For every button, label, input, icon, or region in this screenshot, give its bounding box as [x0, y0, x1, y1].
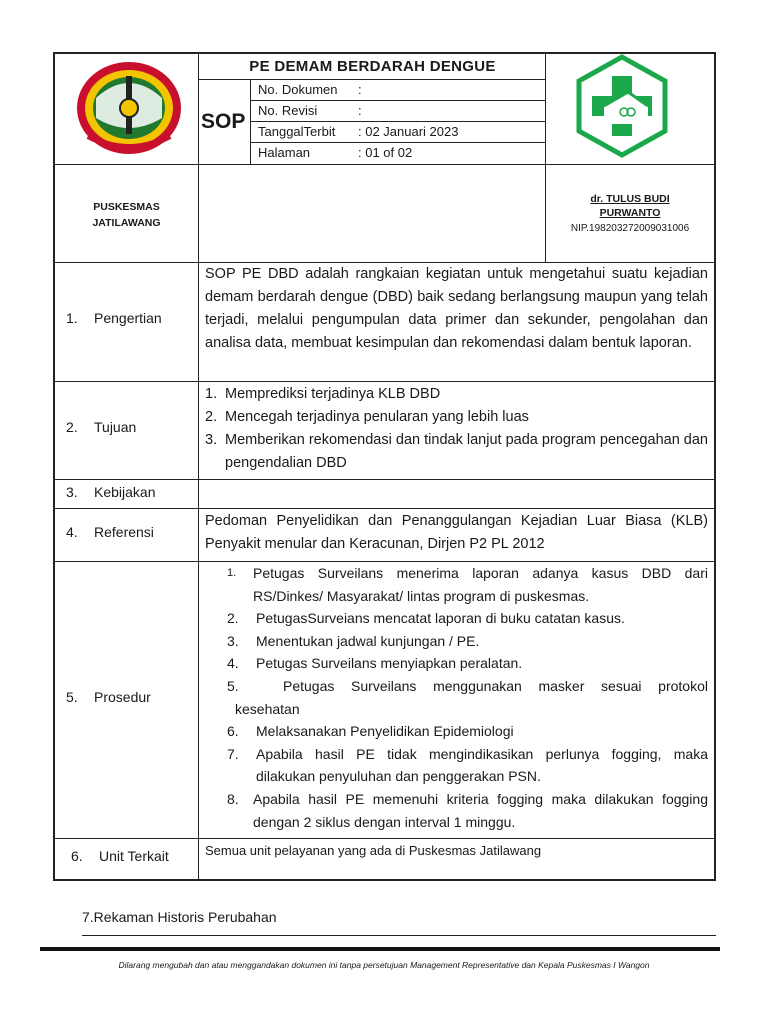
signer-name: PURWANTO [599, 207, 661, 219]
sop-divider [250, 80, 251, 164]
org-line: JATILAWANG [92, 217, 161, 229]
document-title: PE DEMAM BERDARAH DENGUE [249, 58, 496, 75]
unit-terkait-text: Semua unit pelayanan yang ada di Puskesmas Jatilawang [205, 843, 542, 858]
title-underline [198, 79, 546, 80]
column-divider-right [545, 52, 546, 262]
footer-thick-line [40, 947, 720, 951]
row-separator [53, 479, 716, 480]
list-item: 7. Apabila hasil PE tidak mengindikasikan perlunya fogging, maka dilakukan penyuluhan dan penggerakan PSN. [227, 745, 708, 785]
pengertian-text: SOP PE DBD adalah rangkaian kegiatan untuk mengetahui suatu kejadian demam berdarah dengue (DBD) baik sedang berlangsung maupun yang telah terjadi, melalui pengumpulan data primer dan sekunder, pengolahan dan analisa data, membuat kesimpulan dan rekomendasi dalam bentuk laporan. [205, 266, 708, 351]
section-label-tujuan: 2. Tujuan [66, 419, 137, 435]
section-label-kebijakan: 3. Kebijakan [66, 484, 156, 500]
meta-value: : 02 Januari 2023 [358, 124, 459, 139]
list-item: 2. Mencegah terjadinya penularan yang lebih luas [205, 409, 529, 425]
sop-label: SOP [201, 110, 246, 133]
footer-thin-line [82, 935, 716, 936]
prosedur-steps [205, 562, 708, 833]
footer-note: Dilarang mengubah dan atau menggandakan dokumen ini tanpa persetujuan Management Representative dan Kepala Puskesmas I Wangon [118, 960, 650, 970]
list-item: 1. Memprediksi terjadinya KLB DBD [205, 386, 441, 402]
list-item: 2. PetugasSurveians mencatat laporan di buku catatan kasus. [227, 610, 625, 627]
section-label-referensi: 4. Referensi [66, 524, 154, 540]
signer-nip: NIP.198203272009031006 [570, 223, 690, 234]
signer-block [547, 192, 713, 234]
meta-label: TanggalTerbit [258, 124, 336, 139]
organization-name [55, 199, 198, 231]
table-border-right [714, 52, 716, 880]
org-line: PUSKESMAS [93, 201, 160, 213]
section-label-unit-terkait: 6. Unit Terkait [71, 848, 169, 864]
list-item: 3. Memberikan rekomendasi dan tindak lanjut pada program pencegahan dan pengendalian DBD [205, 432, 708, 471]
list-item: 8. Apabila hasil PE memenuhi kriteria fogging maka dilakukan fogging dengan 2 siklus dengan interval 1 minggu. [227, 790, 708, 830]
meta-label: No. Revisi [258, 103, 318, 118]
row-separator [53, 381, 716, 382]
puskesmas-logo [574, 54, 670, 158]
list-item: 3. Menentukan jadwal kunjungan / PE. [227, 632, 480, 649]
row-separator [53, 508, 716, 509]
signer-name: dr. TULUS BUDI [590, 193, 670, 205]
list-item: 4. Petugas Surveilans menyiapkan peralatan. [227, 655, 523, 672]
referensi-text: Pedoman Penyelidikan dan Penanggulangan Kejadian Luar Biasa (KLB) Penyakit menular dan Keracunan, Dirjen P2 PL 2012 [205, 513, 708, 552]
meta-label: No. Dokumen [258, 82, 338, 97]
regency-logo [74, 58, 184, 158]
table-border-bottom [53, 879, 716, 881]
history-title: 7.Rekaman Historis Perubahan [82, 909, 277, 925]
section-label-prosedur: 5. Prosedur [66, 689, 151, 705]
section-label-pengertian: 1. Pengertian [66, 310, 162, 326]
meta-label: Halaman [258, 145, 311, 160]
column-divider-left [198, 52, 199, 880]
row-separator [53, 838, 716, 839]
list-item: 6. Melaksanakan Penyelidikan Epidemiologi [227, 723, 514, 740]
meta-value: : [358, 82, 362, 97]
row-separator [53, 164, 716, 165]
list-item: 5. Petugas Surveilans menggunakan masker sesuai protokol kesehatan [227, 677, 708, 717]
meta-value: : [358, 103, 362, 118]
meta-value: : 01 of 02 [358, 145, 413, 160]
table-border-left [53, 52, 55, 880]
list-item: 1. Petugas Surveilans menerima laporan adanya kasus DBD dari RS/Dinkes/ Masyarakat/ lintas program di puskesmas. [227, 565, 708, 604]
tujuan-list [205, 383, 708, 475]
